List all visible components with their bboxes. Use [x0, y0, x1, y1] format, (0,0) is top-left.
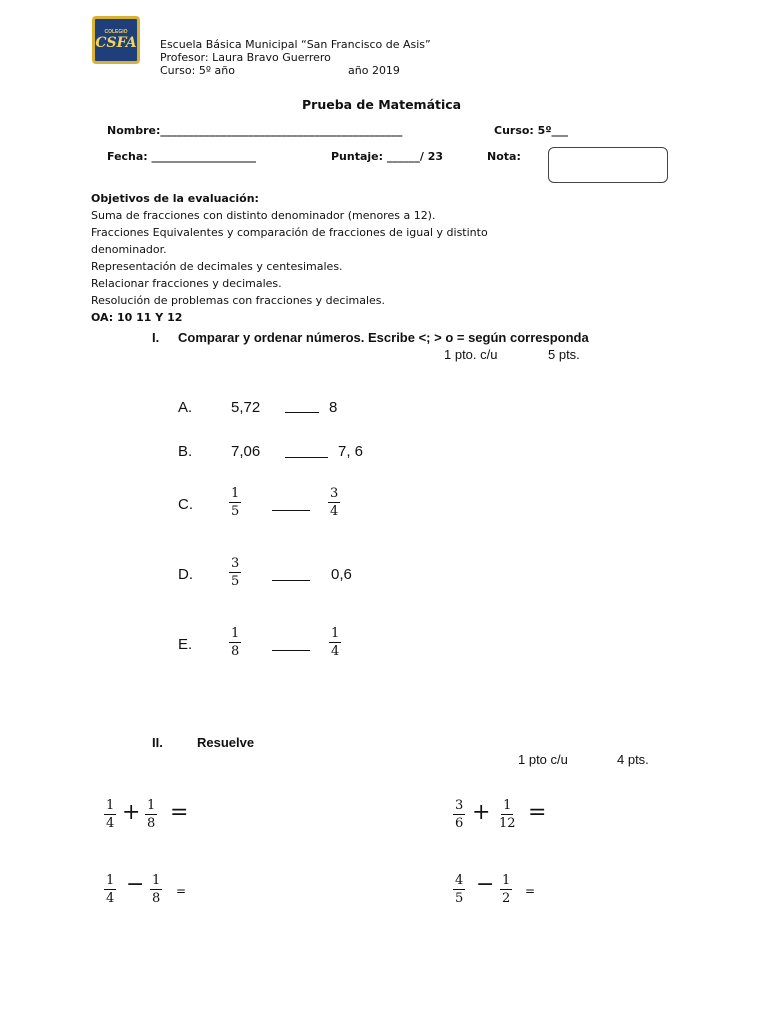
- section1-title: Comparar y ordenar números. Escribe <; > o = según corresponda: [178, 330, 589, 345]
- teacher-name: Profesor: Laura Bravo Guerrero: [160, 51, 331, 64]
- denominator: 5: [455, 891, 464, 906]
- oa-label: OA: 10 11 Y 12: [91, 311, 183, 324]
- section1-points-each: 1 pto. c/u: [444, 347, 498, 362]
- item-c-letter: C.: [178, 496, 193, 513]
- numerator: 1: [503, 798, 512, 813]
- section1-number: I.: [152, 330, 160, 345]
- numerator: 1: [331, 626, 340, 641]
- denominator: 12: [499, 816, 516, 831]
- op2-operator: +: [472, 800, 491, 825]
- school-name: Escuela Básica Municipal “San Francisco de Asis”: [160, 38, 431, 51]
- denominator: 5: [231, 504, 240, 519]
- op4-fraction-b: [500, 873, 512, 906]
- section2-points-each: 1 pto c/u: [518, 752, 568, 767]
- numerator: 1: [106, 873, 115, 888]
- item-d-left-fraction: [229, 556, 241, 589]
- section2-title: Resuelve: [197, 735, 255, 750]
- denominator: 4: [331, 644, 340, 659]
- denominator: 4: [106, 816, 115, 831]
- denominator: 2: [502, 891, 511, 906]
- item-e-answer-blank[interactable]: [272, 650, 310, 651]
- denominator: 5: [231, 574, 240, 589]
- school-logo: [92, 16, 140, 64]
- course-label: Curso: 5º año: [160, 64, 235, 77]
- page-title: Prueba de Matemática: [302, 97, 462, 112]
- date-field[interactable]: Fecha: ___________________: [107, 150, 257, 163]
- objective-line: denominador.: [91, 243, 167, 256]
- objective-line: Resolución de problemas con fracciones y decimales.: [91, 294, 386, 307]
- item-b-letter: B.: [178, 443, 193, 460]
- op1-fraction-a: [104, 798, 116, 831]
- op2-fraction-b: [499, 798, 516, 831]
- numerator: 1: [231, 626, 240, 641]
- item-b-answer-blank[interactable]: [285, 457, 328, 458]
- item-d-letter: D.: [178, 566, 193, 583]
- objective-line: Suma de fracciones con distinto denominador (menores a 12).: [91, 209, 436, 222]
- op1-operator: +: [122, 800, 141, 825]
- numerator: 1: [152, 873, 161, 888]
- item-d-right: 0,6: [331, 566, 352, 583]
- op3-fraction-b: [150, 873, 162, 906]
- item-c-answer-blank[interactable]: [272, 510, 310, 511]
- section1-points-total: 5 pts.: [548, 347, 580, 362]
- item-a-right: 8: [329, 399, 338, 416]
- op4-operator: −: [476, 872, 495, 897]
- numerator: 1: [231, 486, 240, 501]
- course-field[interactable]: Curso: 5º___: [494, 124, 569, 137]
- op1-equals: =: [170, 800, 189, 825]
- numerator: 3: [231, 556, 240, 571]
- item-b-left: 7,06: [231, 443, 261, 460]
- grade-label: Nota:: [487, 150, 521, 163]
- objective-line: Fracciones Equivalentes y comparación de fracciones de igual y distinto: [91, 226, 488, 239]
- score-field[interactable]: Puntaje: ______/ 23: [331, 150, 444, 163]
- op3-fraction-a: [104, 873, 116, 906]
- item-c-left-fraction: [229, 486, 241, 519]
- objective-line: Relacionar fracciones y decimales.: [91, 277, 282, 290]
- item-c-right-fraction: [328, 486, 340, 519]
- op2-fraction-a: [453, 798, 465, 831]
- numerator: 1: [106, 798, 115, 813]
- item-d-answer-blank[interactable]: [272, 580, 310, 581]
- denominator: 8: [231, 644, 240, 659]
- op3-operator: −: [126, 872, 145, 897]
- op3-equals: =: [176, 884, 187, 898]
- objectives-heading: Objetivos de la evaluación:: [91, 192, 259, 205]
- section2-number: II.: [152, 735, 163, 750]
- denominator: 8: [147, 816, 156, 831]
- denominator: 6: [455, 816, 464, 831]
- denominator: 8: [152, 891, 161, 906]
- logo-text: CSFA: [95, 35, 137, 51]
- item-a-letter: A.: [178, 399, 193, 416]
- logo-caption: COLEGIO: [104, 29, 128, 35]
- op2-equals: =: [528, 800, 547, 825]
- item-e-left-fraction: [229, 626, 241, 659]
- denominator: 4: [106, 891, 115, 906]
- item-e-letter: E.: [178, 636, 193, 653]
- year-label: año 2019: [348, 64, 400, 77]
- name-field[interactable]: Nombre:____________________________________________: [107, 124, 403, 137]
- item-b-right: 7, 6: [338, 443, 364, 460]
- op4-fraction-a: [453, 873, 465, 906]
- numerator: 3: [330, 486, 339, 501]
- objective-line: Representación de decimales y centesimales.: [91, 260, 343, 273]
- numerator: 1: [147, 798, 156, 813]
- denominator: 4: [330, 504, 339, 519]
- section2-points-total: 4 pts.: [617, 752, 649, 767]
- op1-fraction-b: [145, 798, 157, 831]
- item-e-right-fraction: [329, 626, 341, 659]
- grade-box[interactable]: [548, 147, 668, 183]
- item-a-left: 5,72: [231, 399, 261, 416]
- numerator: 3: [455, 798, 464, 813]
- numerator: 1: [502, 873, 511, 888]
- numerator: 4: [455, 873, 464, 888]
- objectives-block: [91, 190, 581, 326]
- item-a-answer-blank[interactable]: [285, 412, 319, 413]
- op4-equals: =: [525, 884, 536, 898]
